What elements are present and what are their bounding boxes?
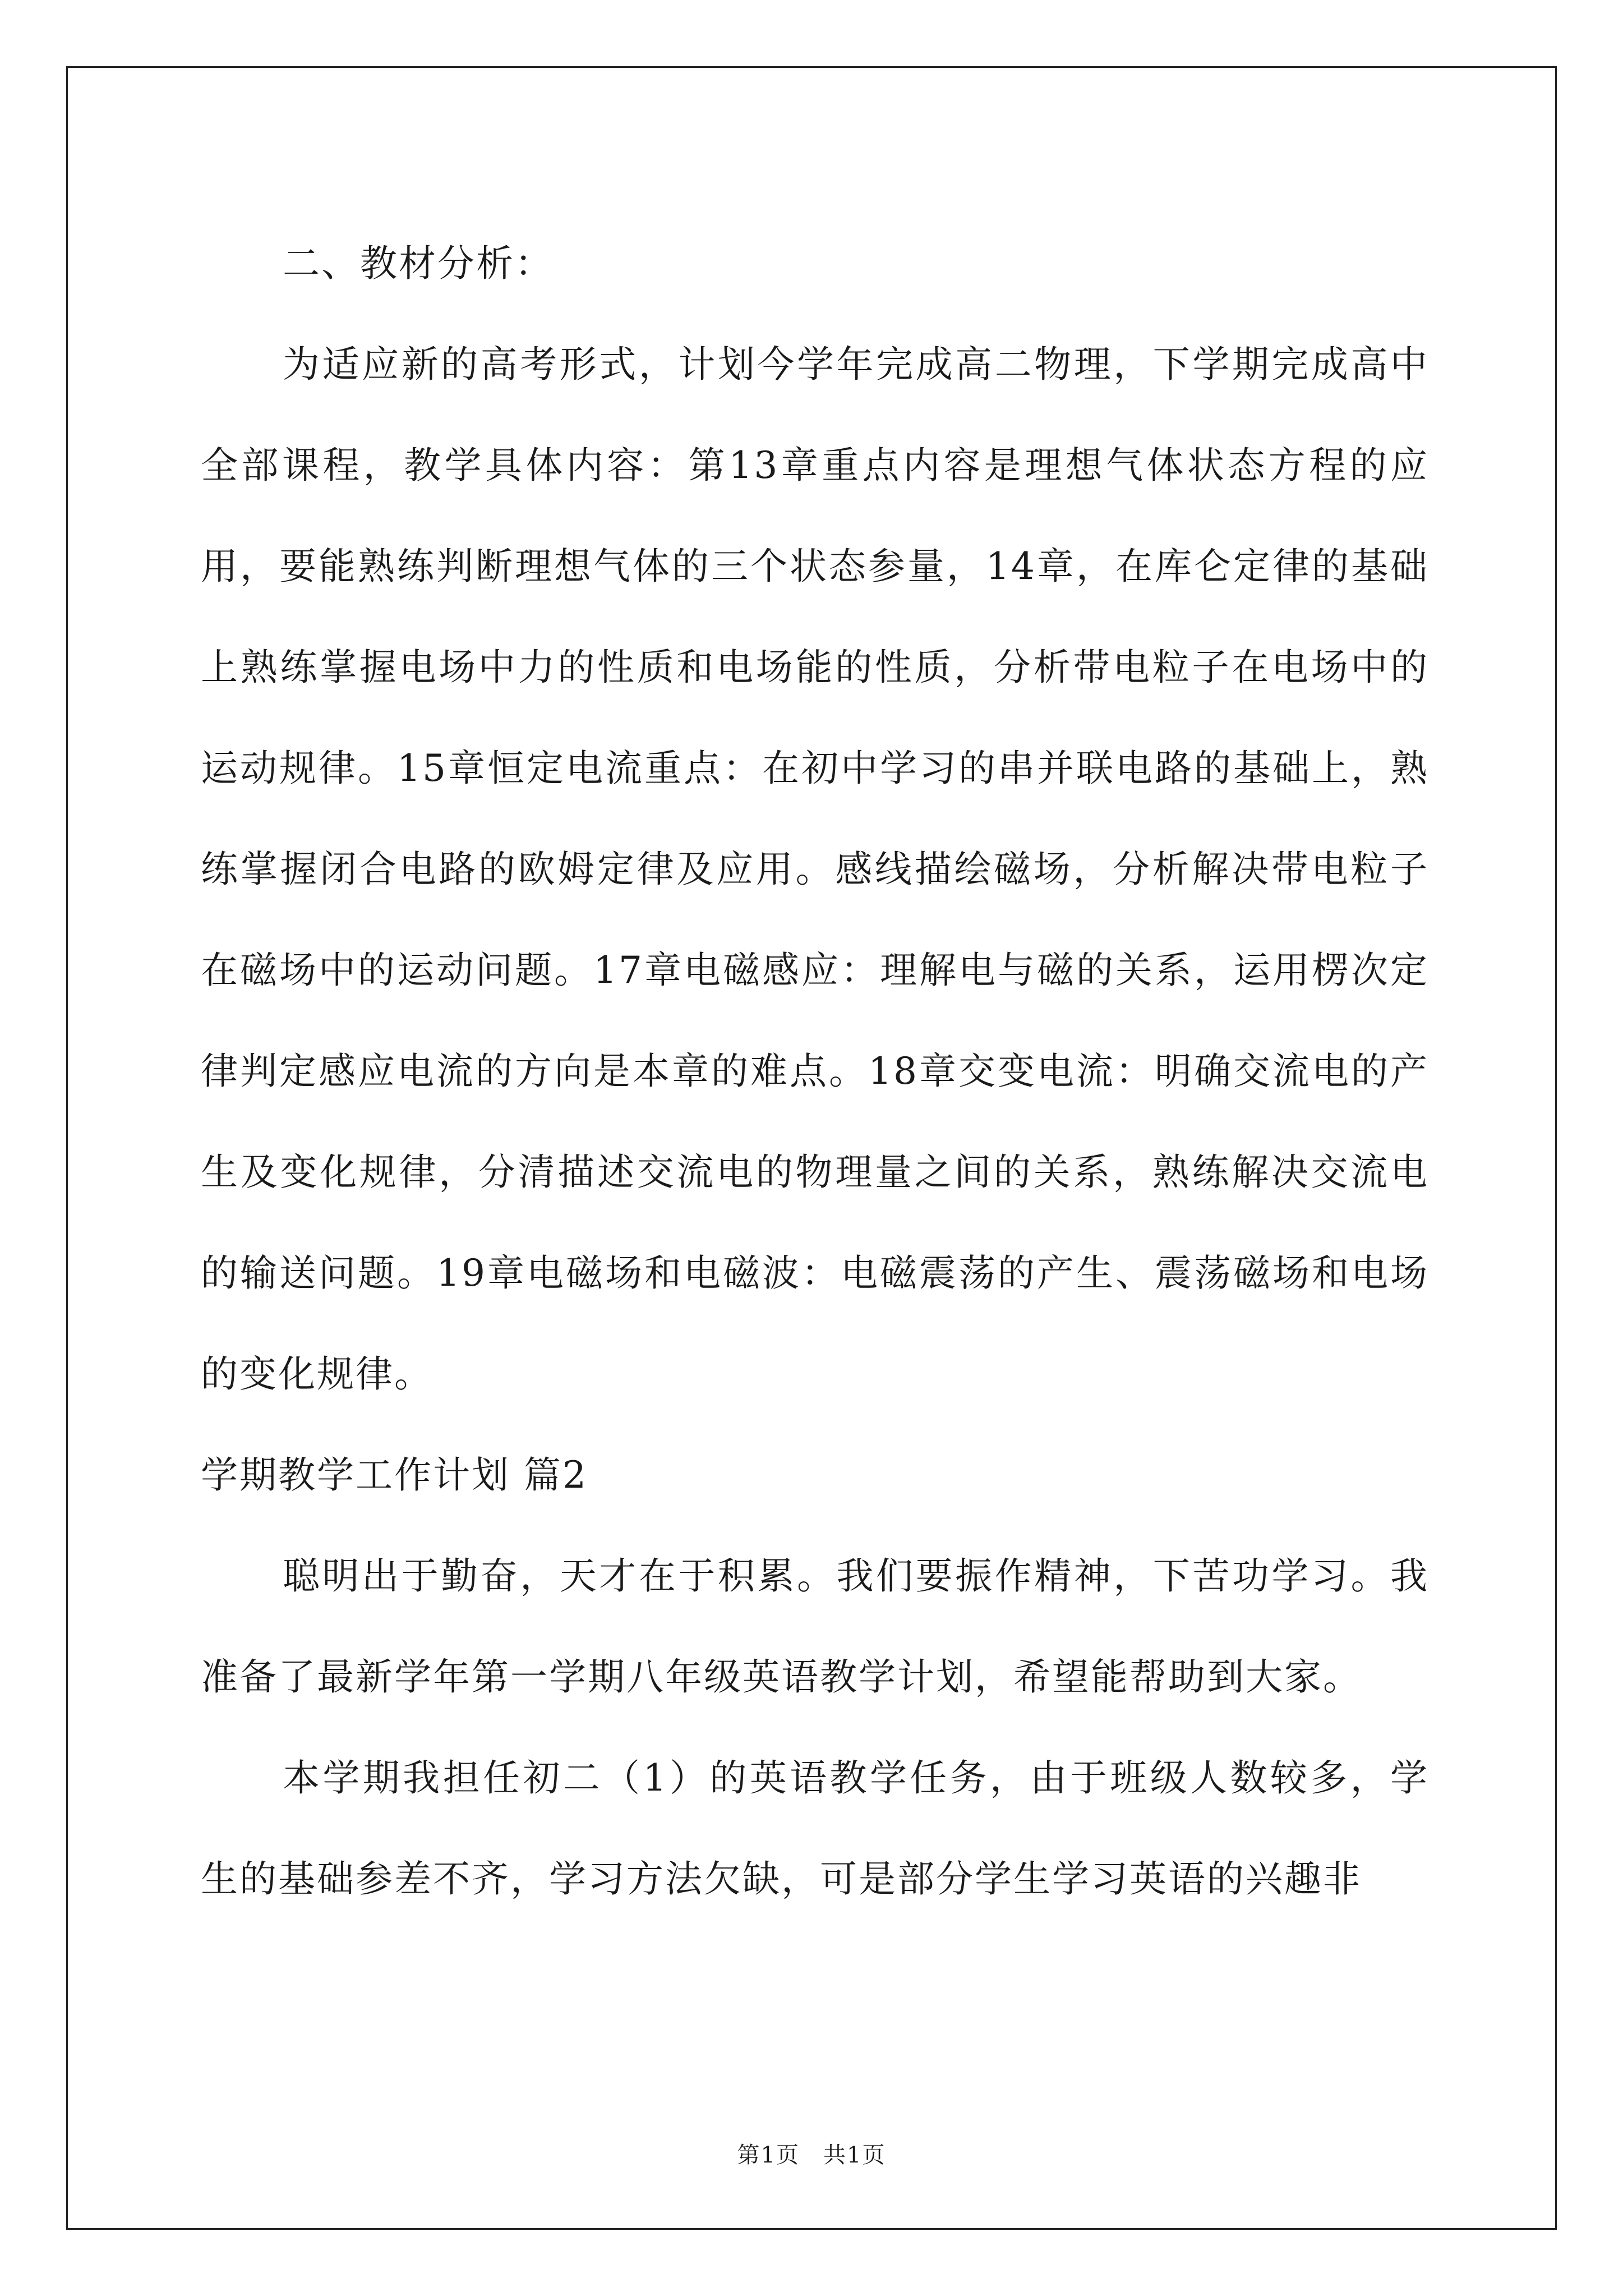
document-body bbox=[201, 213, 1429, 1930]
page-footer: 第1页 共1页 bbox=[737, 2142, 886, 2168]
paragraph-class-situation: 本学期我担任初二（1）的英语教学任务，由于班级人数较多，学生的基础参差不齐，学习方法欠缺，可是部分学生学习英语的兴趣非 bbox=[201, 1756, 1429, 1901]
heading-textbook-analysis: 二、教材分析： bbox=[283, 242, 554, 285]
section-title: 学期教学工作计划 篇2 bbox=[201, 1453, 588, 1497]
paragraph-analysis-body: 为适应新的高考形式，计划今学年完成高二物理，下学期完成高中全部课程，教学具体内容：第13章重点内容是理想气体状态方程的应用，要能熟练判断理想气体的三个状态参量，14章，在库仑定律的基础上熟练掌握电场中力的性质和电场能的性质，分析带电粒子在电场中的运动规律。15章恒定电流重点：在初中学习的串并联电路的基础上，熟练掌握闭合电路的欧姆定律及应用。感线描绘磁场，分析解决带电粒子在磁场中的运动问题。17章电磁感应：理解电与磁的关系，运用楞次定律判定感应电流的方向是本章的难点。18章交变电流：明确交流电的产生及变化规律，分清描述交流电的物理量之间的关系，熟练解决交流电的输送问题。19章电磁场和电磁波：电磁震荡的产生、震荡磁场和电场的变化规律。 bbox=[201, 343, 1429, 1396]
paragraph-intro: 聪明出于勤奋，天才在于积累。我们要振作精神，下苦功学习。我准备了最新学年第一学期八年级英语教学计划，希望能帮助到大家。 bbox=[201, 1554, 1429, 1699]
